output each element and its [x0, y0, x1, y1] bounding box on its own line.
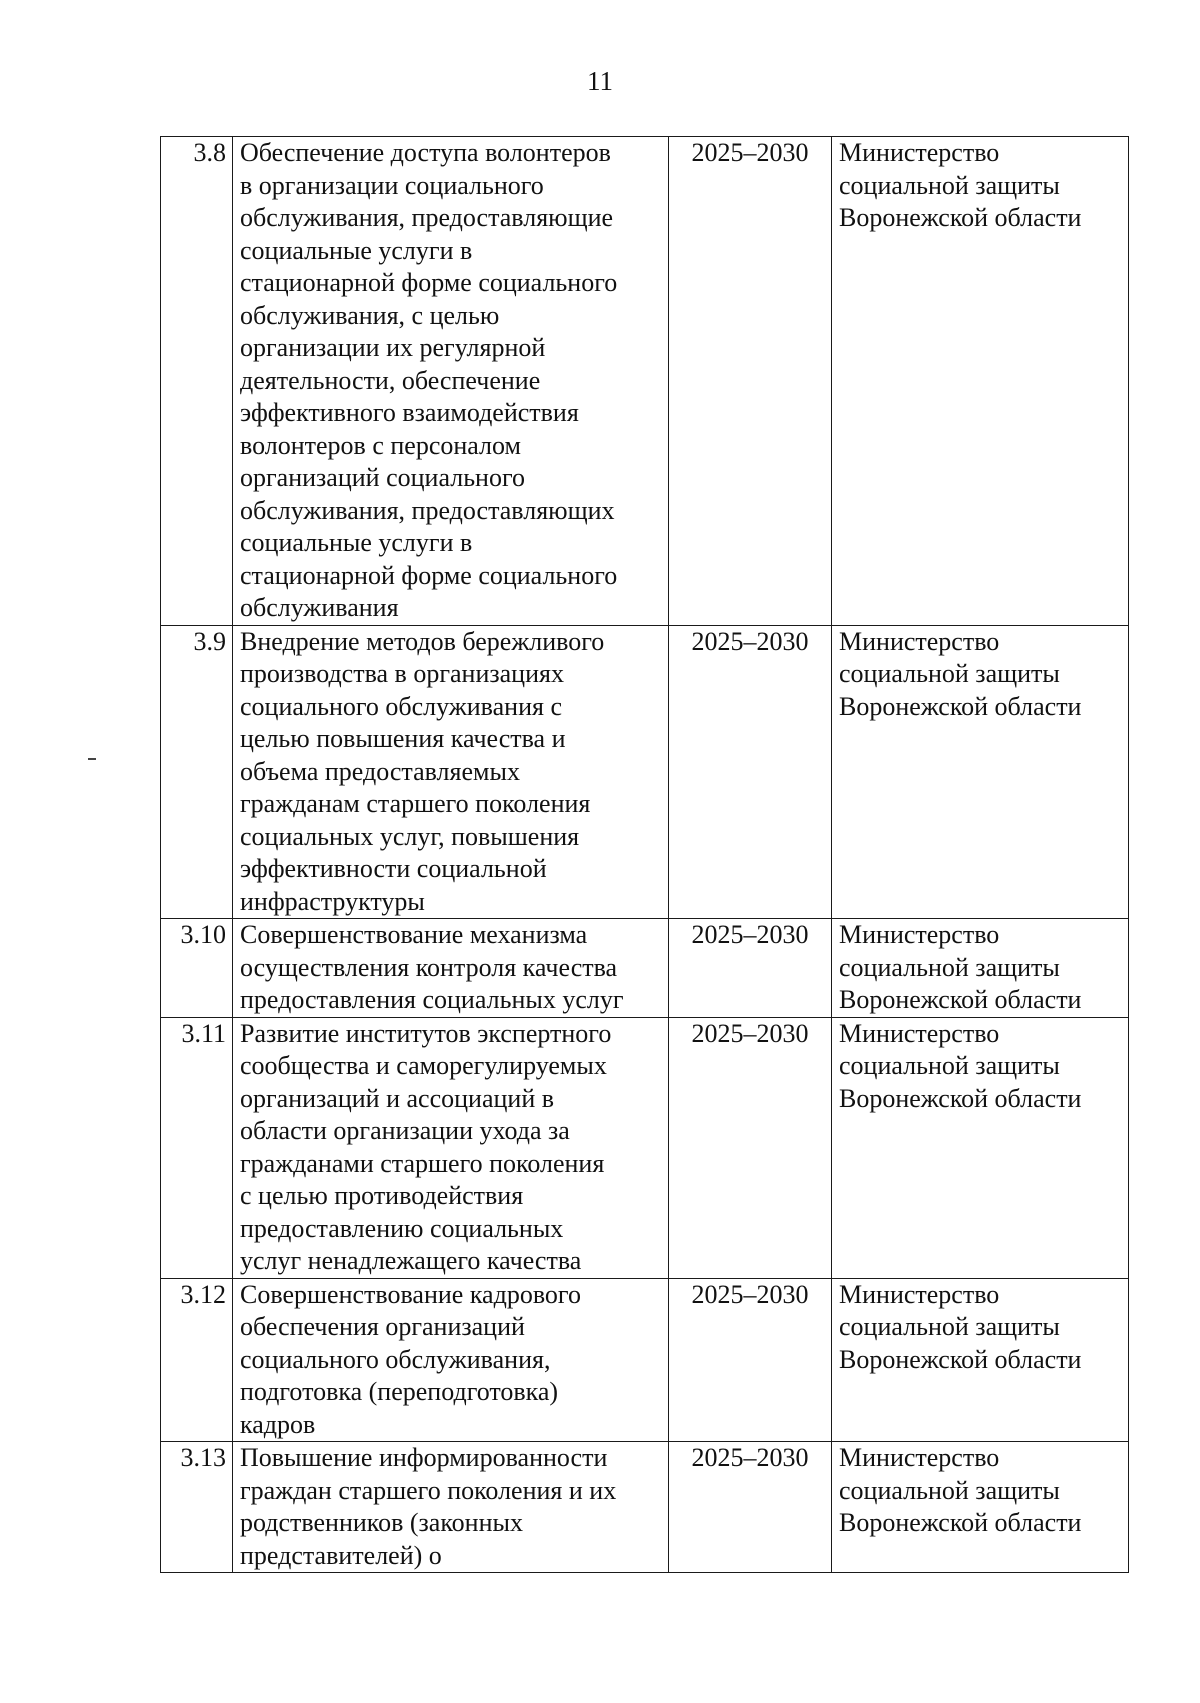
page-number: 11 — [587, 66, 613, 96]
implementation-period: 2025–2030 — [669, 625, 832, 919]
table-row — [161, 1017, 1129, 1278]
measure-description: Обеспечение доступа волонтеров в организации социального обслуживания, предоставляющие социальные услуги в стационарной форме социального обслуживания, с целью организации их регулярной деятельности, обеспечение эффективного взаимодействия волонтеров с персоналом организаций социального обслуживания, предоставляющих социальные услуги в стационарной форме социального обслуживания — [233, 137, 669, 626]
table-row — [161, 1442, 1129, 1573]
measure-description: Развитие институтов экспертного сообщества и саморегулируемых организаций и ассоциаций в области организации ухода за гражданами старшего поколения с целью противодействия предоставлению социальных услуг ненадлежащего качества — [233, 1017, 669, 1278]
implementation-period: 2025–2030 — [669, 1017, 832, 1278]
row-number: 3.8 — [161, 137, 233, 626]
measures-table — [160, 136, 1129, 1573]
measure-description: Повышение информированности граждан старшего поколения и их родственников (законных представителей) о — [233, 1442, 669, 1573]
responsible-executor: Министерство социальной защиты Воронежской области — [832, 919, 1129, 1018]
responsible-executor: Министерство социальной защиты Воронежской области — [832, 1278, 1129, 1442]
implementation-period: 2025–2030 — [669, 137, 832, 626]
row-number: 3.11 — [161, 1017, 233, 1278]
measure-description: Внедрение методов бережливого производства в организациях социального обслуживания с целью повышения качества и объема предоставляемых гражданам старшего поколения социальных услуг, повышения эффективности социальной инфраструктуры — [233, 625, 669, 919]
table-row — [161, 625, 1129, 919]
table-row — [161, 137, 1129, 626]
row-number: 3.13 — [161, 1442, 233, 1573]
implementation-period: 2025–2030 — [669, 1442, 832, 1573]
responsible-executor: Министерство социальной защиты Воронежской области — [832, 1442, 1129, 1573]
measure-description: Совершенствование механизма осуществления контроля качества предоставления социальных услуг — [233, 919, 669, 1018]
responsible-executor: Министерство социальной защиты Воронежской области — [832, 137, 1129, 626]
implementation-period: 2025–2030 — [669, 1278, 832, 1442]
responsible-executor: Министерство социальной защиты Воронежской области — [832, 1017, 1129, 1278]
scan-mark — [88, 758, 96, 760]
implementation-period: 2025–2030 — [669, 919, 832, 1018]
row-number: 3.12 — [161, 1278, 233, 1442]
measure-description: Совершенствование кадрового обеспечения организаций социального обслуживания, подготовка (переподготовка) кадров — [233, 1278, 669, 1442]
row-number: 3.10 — [161, 919, 233, 1018]
table-row — [161, 1278, 1129, 1442]
table-row — [161, 919, 1129, 1018]
responsible-executor: Министерство социальной защиты Воронежской области — [832, 625, 1129, 919]
row-number: 3.9 — [161, 625, 233, 919]
